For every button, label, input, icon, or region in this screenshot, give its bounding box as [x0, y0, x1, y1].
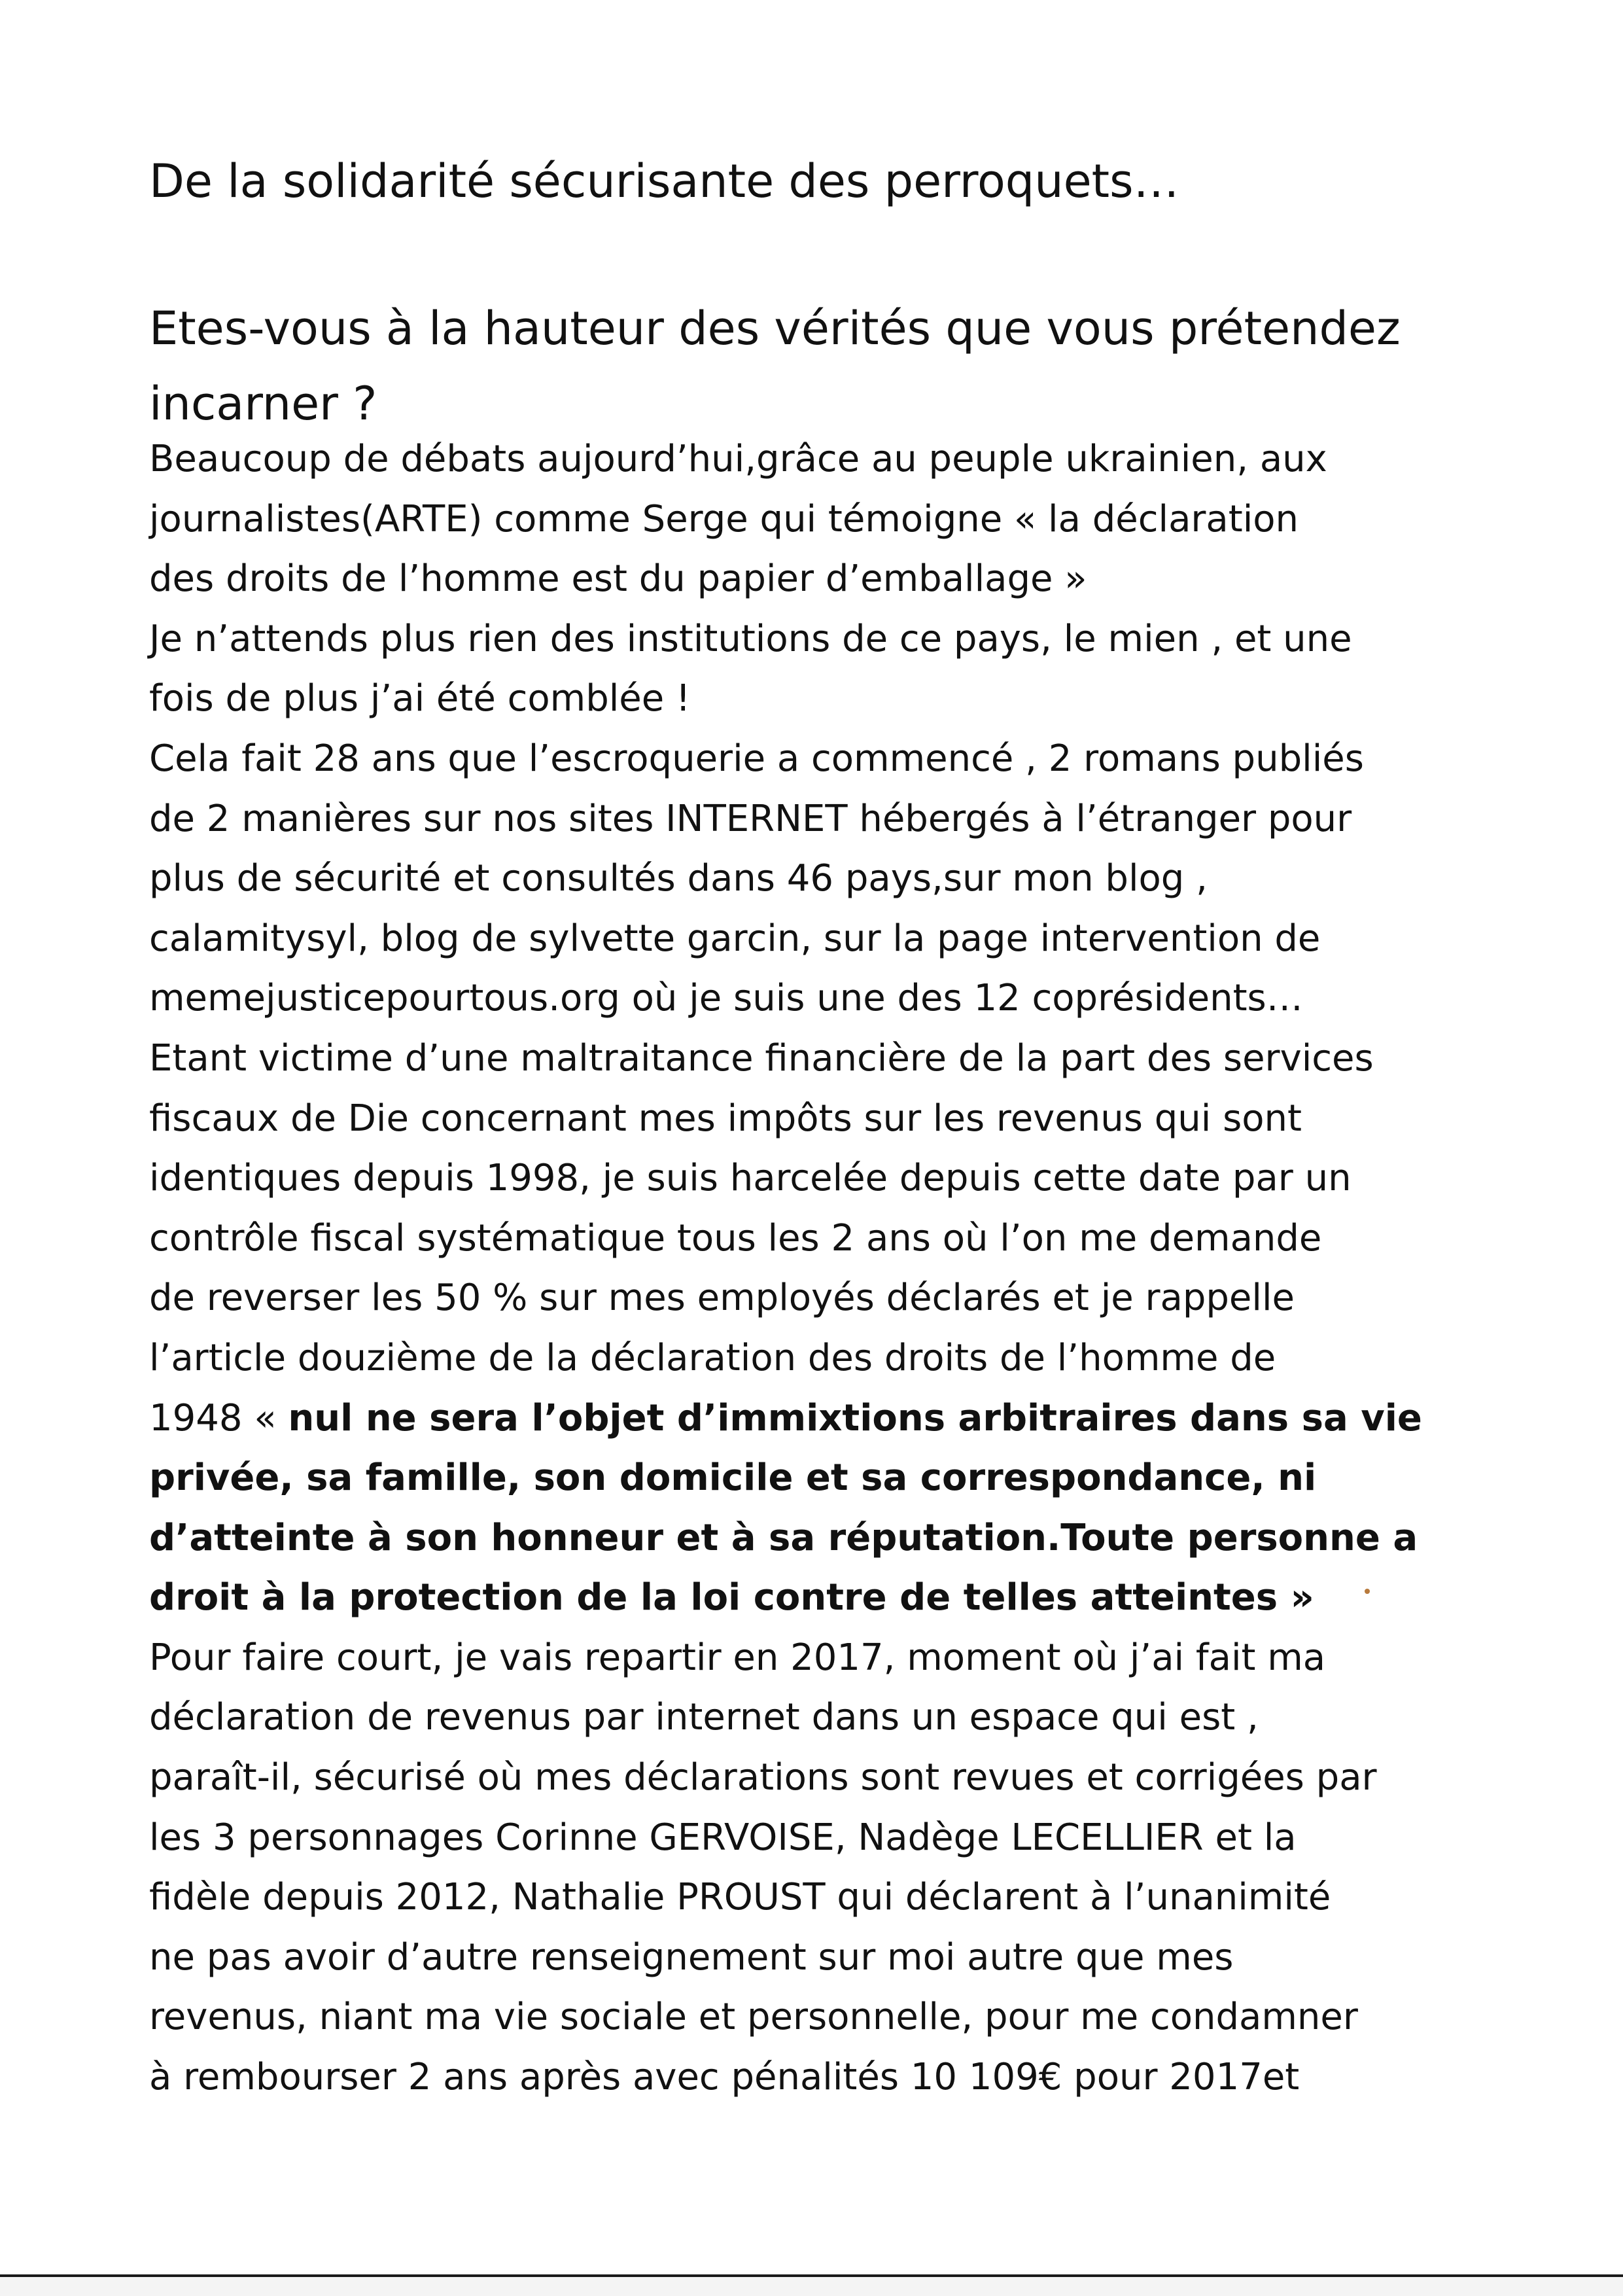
body-line: déclaration de revenus par internet dans un espace qui est , — [149, 1696, 1259, 1739]
body-line: de reverser les 50 % sur mes employés déclarés et je rappelle — [149, 1277, 1295, 1320]
body-line: memejusticepourtous.org où je suis une des 12 coprésidents… — [149, 977, 1303, 1020]
quoted-article-line: privée, sa famille, son domicile et sa correspondance, ni — [149, 1457, 1317, 1500]
body-line: Cela fait 28 ans que l’escroquerie a commencé , 2 romans publiés — [149, 737, 1364, 780]
body-line: les 3 personnages Corinne GERVOISE, Nadège LECELLIER et la — [149, 1816, 1297, 1859]
body-line: fois de plus j’ai été comblée ! — [149, 677, 691, 720]
body-line: Etant victime d’une maltraitance financière de la part des services — [149, 1036, 1374, 1080]
body-line: calamitysyl, blog de sylvette garcin, sur la page intervention de — [149, 917, 1321, 960]
body-line: journalistes(ARTE) comme Serge qui témoigne « la déclaration — [149, 497, 1299, 540]
body-line: Je n’attends plus rien des institutions de ce pays, le mien , et une — [149, 617, 1352, 660]
body-line: revenus, niant ma vie sociale et personnelle, pour me condamner — [149, 1996, 1358, 2039]
body-line: des droits de l’homme est du papier d’emballage » — [149, 557, 1087, 601]
quote-intro: 1948 « — [149, 1396, 288, 1439]
scan-speck — [1365, 1589, 1370, 1594]
body-line: plus de sécurité et consultés dans 46 pays,sur mon blog , — [149, 857, 1208, 900]
body-line: à rembourser 2 ans après avec pénalités 10 109€ pour 2017et — [149, 2056, 1300, 2099]
body-line: paraît-il, sécurisé où mes déclarations sont revues et corrigées par — [149, 1756, 1377, 1799]
quoted-article-line: droit à la protection de la loi contre de telles atteintes » — [149, 1576, 1314, 1619]
body-line: identiques depuis 1998, je suis harcelée depuis cette date par un — [149, 1157, 1352, 1200]
body-line: fidèle depuis 2012, Nathalie PROUST qui déclarent à l’unanimité — [149, 1876, 1331, 1919]
body-line: fiscaux de Die concernant mes impôts sur les revenus qui sont — [149, 1097, 1302, 1140]
scan-bottom-margin — [0, 2277, 1623, 2296]
quoted-article-line: d’atteinte à son honneur et à sa réputation.Toute personne a — [149, 1516, 1418, 1559]
document-question: Etes-vous à la hauteur des vérités que vous prétendez incarner ? — [149, 302, 1401, 431]
body-line: contrôle fiscal systématique tous les 2 ans où l’on me demande — [149, 1216, 1322, 1260]
body-line: Pour faire court, je vais repartir en 2017, moment où j’ai fait ma — [149, 1636, 1326, 1679]
body-line: de 2 manières sur nos sites INTERNET hébergés à l’étranger pour — [149, 797, 1352, 840]
quote-start-line — [149, 1388, 1510, 1449]
body-line: l’article douzième de la déclaration des droits de l’homme de — [149, 1336, 1276, 1379]
body-line: Beaucoup de débats aujourd’hui,grâce au peuple ukrainien, aux — [149, 438, 1327, 480]
body-line: ne pas avoir d’autre renseignement sur moi autre que mes — [149, 1935, 1234, 1979]
document-title: De la solidarité sécurisante des perroquets… — [149, 154, 1179, 208]
quoted-article-text: nul ne sera l’objet d’immixtions arbitraires dans sa vie — [288, 1396, 1422, 1439]
document-body — [149, 429, 1510, 2108]
